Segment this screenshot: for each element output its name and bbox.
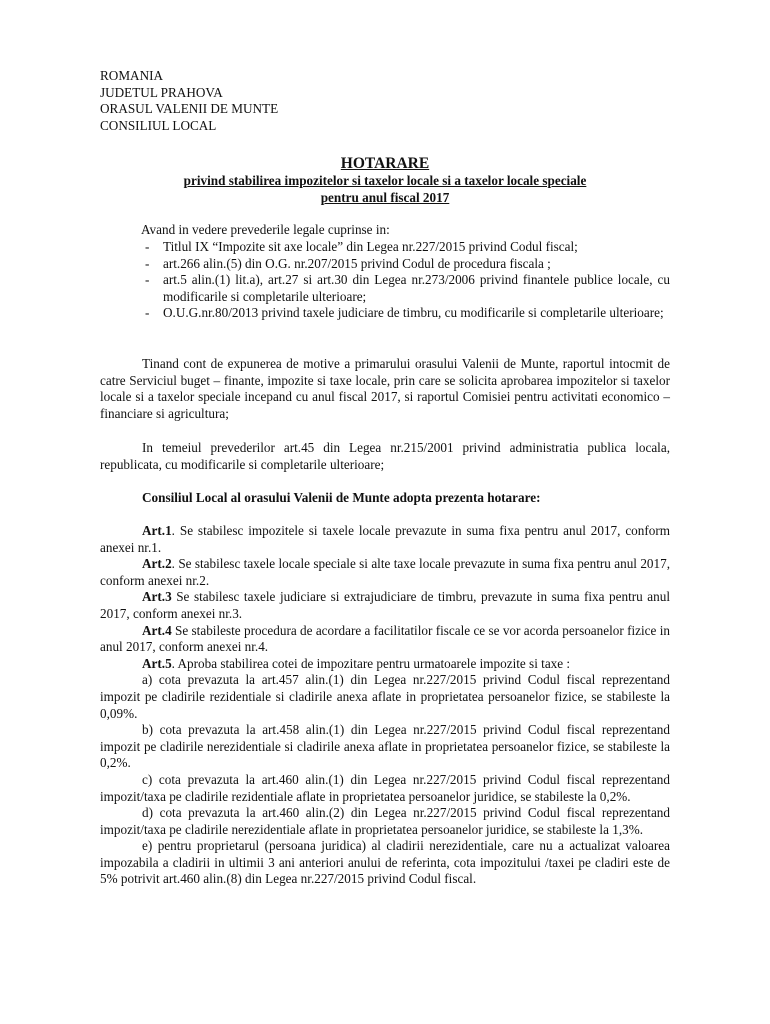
header-town: ORASUL VALENII DE MUNTE	[100, 101, 279, 117]
article-label: Art.1	[142, 523, 172, 538]
article-text: Se stabilesc taxele judiciare si extrajudiciare de timbru, prevazute in suma fixa pentru anul 2017, conform anexei nr.3.	[100, 589, 670, 621]
article-1	[100, 523, 670, 556]
intro-text: Avand in vedere prevederile legale cuprinse in:	[141, 222, 390, 237]
issuer-header	[100, 68, 278, 134]
article-text: . Se stabilesc impozitele si taxele locale prevazute in suma fixa pentru anul 2017, conform anexei nr.1.	[100, 523, 670, 555]
article-5	[100, 656, 670, 673]
article-3	[100, 589, 670, 622]
article-5-item-a: a) cota prevazuta la art.457 alin.(1) din Legea nr.227/2015 privind Codul fiscal reprezentand impozit pe cladirile rezidentiale si cladirile anexa aflate in proprietatea persoanelor fizice, se stabileste la 0,09%.	[100, 672, 670, 721]
article-5-item-d: d) cota prevazuta la art.460 alin.(2) din Legea nr.227/2015 privind Codul fiscal reprezentand impozit/taxa pe cladirile nerezidentiale aflate in proprietatea persoanelor juridice, se stabileste la 1,3%.	[100, 805, 670, 837]
header-county: JUDETUL PRAHOVA	[100, 84, 223, 100]
article-5-item-c: c) cota prevazuta la art.460 alin.(1) din Legea nr.227/2015 privind Codul fiscal reprezentand impozit/taxa pe cladirile rezidentiale aflate in proprietatea persoanelor juridice, se stabileste la 0,2%.	[100, 771, 670, 804]
article-label: Art.3	[142, 589, 172, 605]
article-5-item-e: e) pentru proprietarul (persoana juridica) al cladirii nerezidentiale, care nu a actualizat valoarea impozabila a cladirii in ultimii 3 ani anteriori anului de referinta, cota impozitului /taxei pe cladiri este de 5% potrivit art.460 alin.(8) din Legea nr.227/2015 privind Codul fiscal.	[100, 838, 670, 887]
article-4	[100, 623, 670, 656]
legal-reference-item: - Titlul IX “Impozite sit axe locale” din Legea nr.227/2015 privind Codul fiscal;	[100, 239, 670, 256]
title-block	[100, 155, 670, 206]
document-subtitle-line1: privind stabilirea impozitelor si taxelor locale si a taxelor locale speciale	[183, 173, 587, 188]
document-subtitle-line2: pentru anul fiscal 2017	[320, 189, 450, 205]
article-text: . Se stabilesc taxele locale speciale si alte taxe locale prevazute in suma fixa pentru anul 2017, conform anexei nr.2.	[100, 556, 670, 588]
article-2	[100, 556, 670, 589]
document-title: HOTARARE	[340, 155, 430, 172]
adoption-statement: Consiliul Local al orasului Valenii de Munte adopta prezenta hotarare:	[142, 490, 541, 505]
article-label: Art.2	[142, 556, 172, 572]
header-council: CONSILIUL LOCAL	[100, 117, 217, 133]
header-country: ROMANIA	[100, 68, 164, 83]
article-5-item-b: b) cota prevazuta la art.458 alin.(1) din Legea nr.227/2015 privind Codul fiscal reprezentand impozit pe cladirile nerezidentiale si cladirile anexa aflate in proprietatea persoanelor fizice, se stabileste la 0,2%.	[100, 722, 670, 771]
legal-reference-item: - art.5 alin.(1) lit.a), art.27 si art.30 din Legea nr.273/2006 privind finantele publice locale, cu modificarile si completarile ulterioare;	[100, 272, 670, 305]
article-text: . Aproba stabilirea cotei de impozitare pentru urmatoarele impozite si taxe :	[171, 655, 571, 671]
paragraph-legal-basis: In temeiul prevederilor art.45 din Legea nr.215/2001 privind administratia publica locala, republicata, cu modificarile si completarile ulterioare;	[100, 440, 670, 472]
legal-reference-item: - art.266 alin.(5) din O.G. nr.207/2015 privind Codul de procedura fiscala ;	[100, 256, 670, 273]
articles-section	[100, 523, 670, 888]
article-label: Art.5	[142, 655, 172, 671]
legal-reference-item: - O.U.G.nr.80/2013 privind taxele judiciare de timbru, cu modificarile si completarile ulterioare;	[100, 305, 670, 322]
article-label: Art.4	[142, 622, 172, 638]
paragraph-considering: Tinand cont de expunerea de motive a primarului orasului Valenii de Munte, raportul intocmit de catre Serviciul buget – finante, impozite si taxe locale, prin care se solicita aprobarea impozitelor si taxelor locale si a taxelor speciale incepand cu anul fiscal 2017, si raportul Comisiei pentru activitati economico – financiare si agricultura;	[100, 356, 670, 421]
legal-references-list	[100, 239, 670, 322]
article-text: Se stabileste procedura de acordare a facilitatilor fiscale ce se vor acorda persoanelor fizice in anul 2017, conform anexei nr.4.	[100, 622, 670, 655]
